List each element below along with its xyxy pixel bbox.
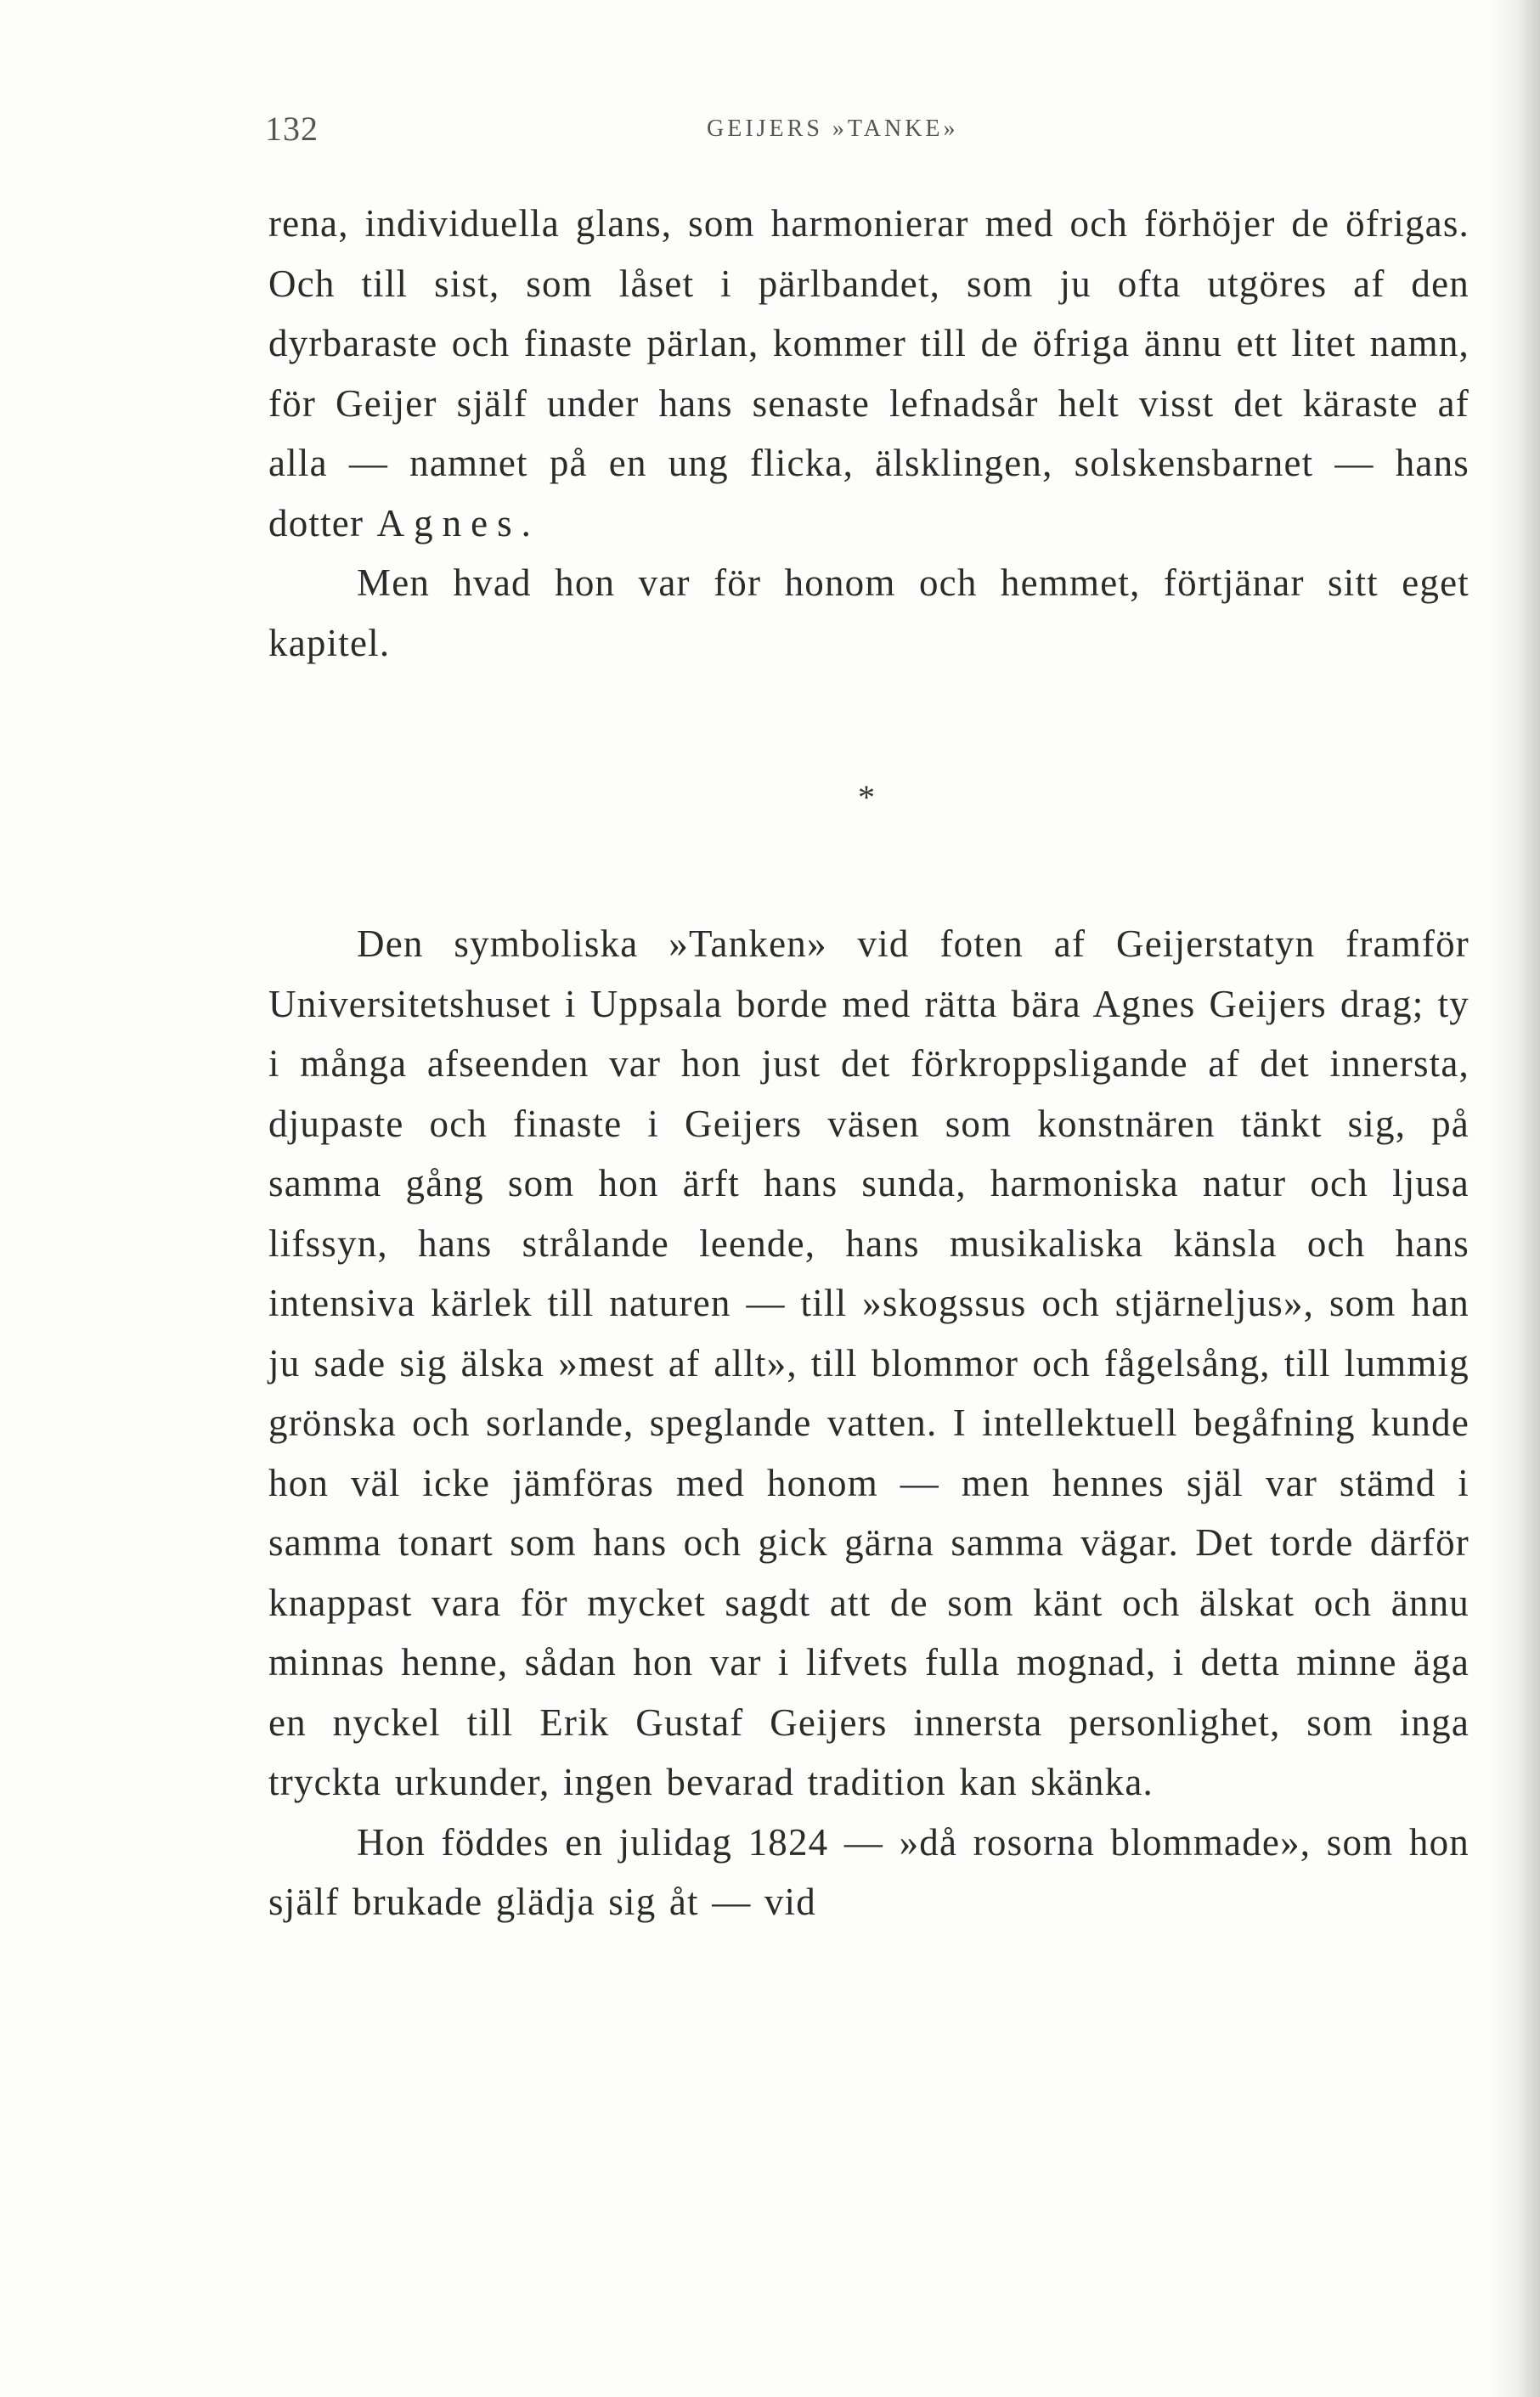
paragraph-end: . xyxy=(521,501,533,544)
paragraph-text: rena, individuella glans, som harmonierar med och förhöjer de öfrigas. Och till sist, som låset i pärlbandet, som ju ofta utgöres af den dyrbaraste och finaste pärlan, kommer till de öfriga ännu ett litet namn, för Geijer själf under hans senaste lefnadsår helt visst det käraste af alla — namnet på en ung flicka, älsklingen, solskensbarnet — hans dotter xyxy=(268,202,1469,544)
paragraph: Men hvad hon var för honom och hemmet, förtjänar sitt eget kapitel. xyxy=(268,561,1469,664)
paragraph: Den symboliska »Tanken» vid foten af Geijerstatyn framför Universitetshuset i Uppsala borde med rätta bära Agnes Geijers drag; ty i många afseenden var hon just det förkroppsligande af det innersta, djupaste och finaste i Geijers väsen som konstnären tänkt sig, på samma gång som hon ärft hans sunda, harmoniska natur och ljusa lifssyn, hans strålande leende, hans musikaliska känsla och hans intensiva kärlek till naturen — till »skogssus och stjärneljus», som han ju sade sig älska »mest af allt», till blommor och fågelsång, till lummig grönska och sorlande, speglande vatten. I intellektuell begåfning kunde hon väl icke jämföras med honom — men hennes själ var stämd i samma tonart som hans och gick gärna samma vägar. Det torde därför knappast vara för mycket sagdt att de som känt och älskat och ännu minnas henne, sådan hon var i lifvets fulla mognad, i detta minne äga en nyckel till Erik Gustaf Geijers innersta personlighet, som inga tryckta urkunder, ingen bevarad tradition kan skänka. xyxy=(268,922,1469,1803)
text-section-2 xyxy=(268,914,1469,1932)
paragraph: Hon föddes en julidag 1824 — »då rosorna blommade», som hon själf brukade glädja sig åt — vid xyxy=(268,1820,1469,1923)
running-title: GEIJERS »TANKE» xyxy=(707,116,959,142)
scan-edge-shadow xyxy=(1489,0,1540,2397)
text-section-1 xyxy=(268,194,1469,673)
section-separator-asterisk: * xyxy=(858,778,875,816)
page-number: 132 xyxy=(265,110,319,148)
emphasized-name: Agnes xyxy=(376,501,522,544)
paragraph-continuation xyxy=(268,194,1469,553)
running-head xyxy=(265,109,1469,160)
